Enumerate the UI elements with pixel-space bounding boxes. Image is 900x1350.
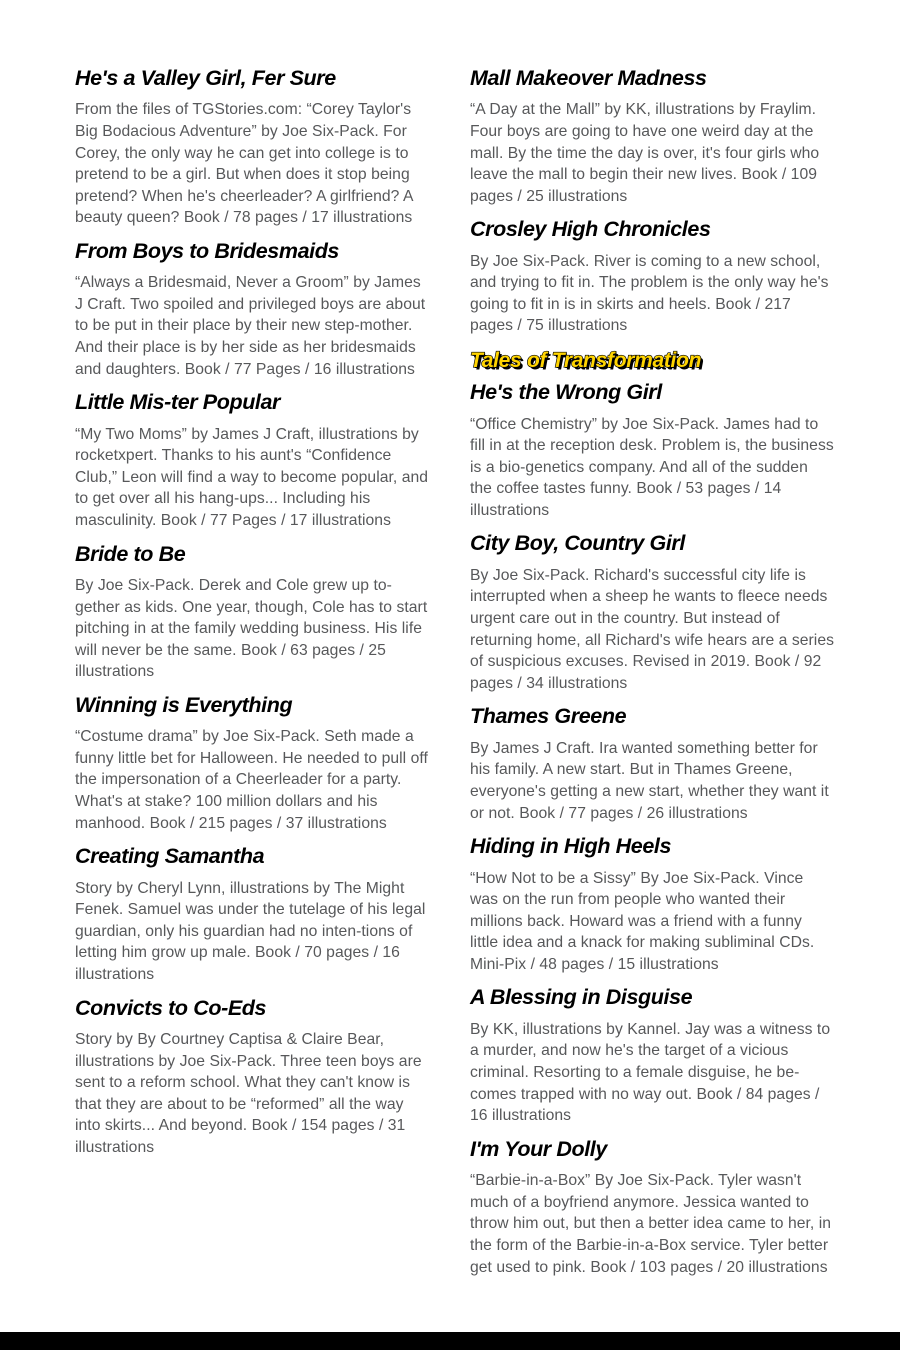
- catalog-entry: [470, 531, 834, 694]
- catalog-entry: [470, 66, 834, 207]
- catalog-entry: [75, 844, 433, 985]
- entry-title: Thames Greene: [470, 704, 627, 729]
- catalog-entry: [470, 217, 834, 337]
- entry-title: Convicts to Co-Eds: [75, 995, 267, 1020]
- entry-title: A Blessing in Disguise: [470, 985, 693, 1010]
- entry-title: Mall Makeover Madness: [470, 66, 707, 90]
- catalog-entry: [75, 390, 433, 531]
- left-column: [75, 66, 433, 1288]
- catalog-entry: [75, 542, 433, 683]
- entry-title: He's the Wrong Girl: [470, 380, 662, 405]
- catalog-entry: [75, 66, 433, 229]
- entry-description: Story by Cheryl Lynn, illustrations by The Might Fenek. Samuel was under the tutelage of his legal guardian, only his guardian had no inten-tions of letting him grow up male. Book / 70 pages / 16 illustrations: [75, 879, 426, 983]
- entry-description: “My Two Moms” by James J Craft, illustrations by rocketxpert. Thanks to his aunt's “Confidence Club,” Leon will find a way to become popular, and to get over all his hang-ups... Including his masculinity. Book / 77 Pages / 17 illustrations: [75, 425, 429, 529]
- entry-title: Hiding in High Heels: [470, 834, 672, 859]
- entry-description: By Joe Six-Pack. Derek and Cole grew up to-gether as kids. One year, though, Cole has to start pitching in at the family wedding business. His life will never be the same. Book / 63 pages / 25 illustrations: [75, 576, 428, 681]
- entry-description: Story by By Courtney Captisa & Claire Bear, illustrations by Joe Six-Pack. Three teen boys are sent to a reform school. What they can't know is that they are about to be “reformed” all the way into skirts... And beyond. Book / 154 pages / 31 illustrations: [75, 1030, 422, 1156]
- catalog-entry: [470, 380, 834, 521]
- entry-title: City Boy, Country Girl: [470, 531, 685, 556]
- entry-description: By KK, illustrations by Kannel. Jay was a witness to a murder, and now he's the target of a vicious criminal. Resorting to a female disguise, he be-comes trapped with no way out. Book / 84 pages / 16 illustrations: [470, 1020, 831, 1125]
- entry-description: From the files of TGStories.com: “Corey Taylor's Big Bodacious Adventure” by Joe Six-Pack. For Corey, the only way he can get into college is to pretend to be a girl. But when does it stop being pretend? When he's cheerleader? A girlfriend? A beauty queen? Book / 78 pages / 17 illustrations: [75, 101, 413, 227]
- entry-title: Winning is Everything: [75, 692, 293, 717]
- entry-description: “How Not to be a Sissy” By Joe Six-Pack. Vince was on the run from people who wanted their millions back. Howard was a friend with a funny little idea and a knack for making subliminal CDs. Mini-Pix / 48 pages / 15 illustrations: [470, 869, 815, 973]
- entry-description: “Barbie-in-a-Box” By Joe Six-Pack. Tyler wasn't much of a boyfriend anymore. Jessica wanted to throw him out, but then a better idea came to her, in the form of the Barbie-in-a-Box service. Tyler better get used to pink. Book / 103 pages / 20 illustrations: [470, 1172, 832, 1276]
- entry-title: I'm Your Dolly: [470, 1136, 607, 1161]
- catalog-entry: [470, 834, 834, 975]
- catalog-entry: [75, 239, 433, 380]
- entry-description: “Office Chemistry” by Joe Six-Pack. James had to fill in at the reception desk. Problem is, the business is a bio-genetics company. And all of the sudden the coffee tastes funny. Book / 53 pages / 14 illustrations: [470, 415, 834, 519]
- entry-title: Little Mis-ter Popular: [75, 390, 281, 415]
- entry-description: “Costume drama” by Joe Six-Pack. Seth made a funny little bet for Halloween. He needed to pull off the impersonation of a Cheerleader for a party. What's at stake? 100 million dollars and his manhood. Book / 215 pages / 37 illustrations: [75, 728, 428, 832]
- bottom-bar: [0, 1332, 900, 1350]
- entry-title: He's a Valley Girl, Fer Sure: [75, 66, 336, 90]
- right-column: [470, 66, 834, 1288]
- section-banner: Tales of Transformation: [470, 349, 702, 373]
- entry-description: By James J Craft. Ira wanted something better for his family. A new start. But in Thames Greene, everyone's getting a new start, whether they want it or not. Book / 77 pages / 26 illustrations: [470, 739, 829, 822]
- entry-title: Creating Samantha: [75, 844, 265, 869]
- catalog-entry: [470, 704, 834, 824]
- catalog-entry: [75, 996, 433, 1159]
- catalog-entry: [470, 1137, 834, 1278]
- entry-description: “Always a Bridesmaid, Never a Groom” by James J Craft. Two spoiled and privileged boys are about to be put in their place by their new step-mother. And their place is by her side as her bridesmaids and daughters. Book / 77 Pages / 16 illustrations: [75, 274, 426, 378]
- catalog-entry: [75, 693, 433, 834]
- entry-description: “A Day at the Mall” by KK, illustrations by Fraylim. Four boys are going to have one weird day at the mall. By the time the day is over, it's four girls who leave the mall to begin their new lives. Book / 109 pages / 25 illustrations: [470, 101, 820, 205]
- entry-title: Crosley High Chronicles: [470, 217, 711, 242]
- entry-description: By Joe Six-Pack. River is coming to a new school, and trying to fit in. The problem is the only way he's going to fit in is in skirts and heels. Book / 217 pages / 75 illustrations: [470, 252, 829, 335]
- entry-title: From Boys to Bridesmaids: [75, 238, 339, 263]
- catalog-entry: [470, 985, 834, 1126]
- entry-description: By Joe Six-Pack. Richard's successful city life is interrupted when a sheep he wants to fleece needs urgent care out in the country. But instead of returning home, all Richard's wife hears are a series of suspicious excuses. Revised in 2019. Book / 92 pages / 34 illustrations: [470, 566, 835, 692]
- entry-title: Bride to Be: [75, 541, 186, 566]
